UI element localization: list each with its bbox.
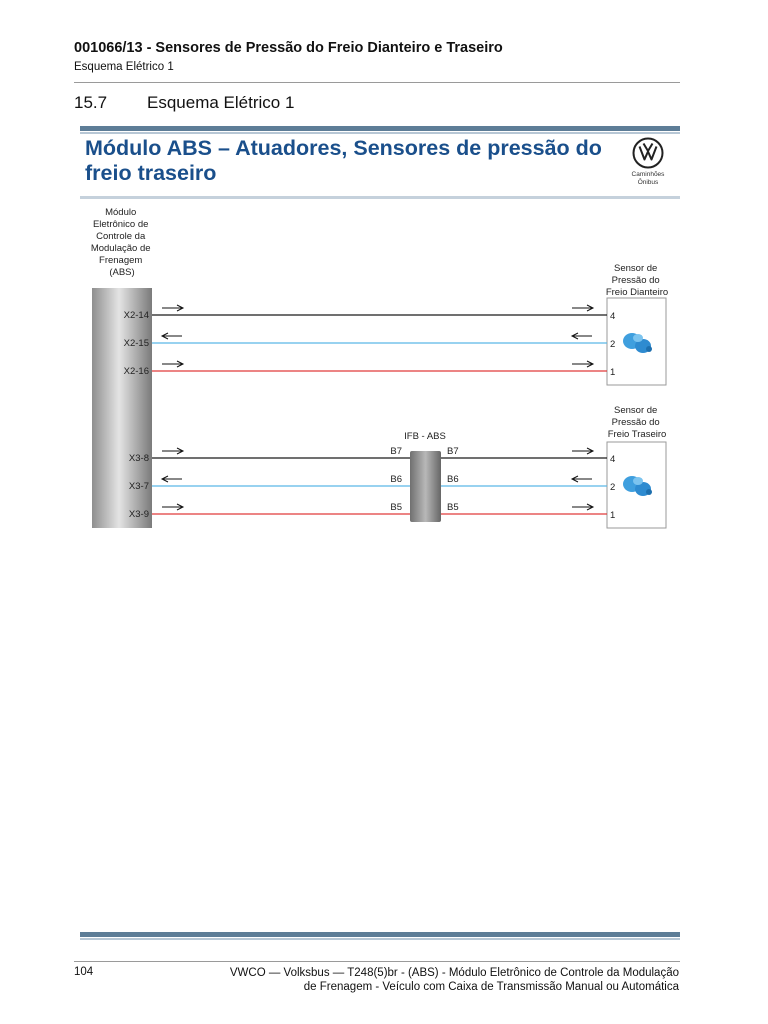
abs-module-bar [92, 288, 152, 528]
front-sensor-pin: 1 [610, 367, 616, 378]
rear-module-pin: X3-7 [128, 481, 149, 492]
ifb-left-pin: B5 [390, 502, 402, 513]
front-module-arrow-icon [162, 333, 182, 339]
rear-sensor-arrow-icon [572, 504, 593, 510]
front-sensor-arrow-icon [572, 361, 593, 367]
front-module-arrow-icon [162, 361, 183, 367]
footer-line2: de Frenagem - Veículo com Caixa de Transmissão Manual ou Automática [303, 981, 679, 993]
section-number: 15.7 [74, 93, 108, 112]
rear-module-pin: X3-9 [128, 509, 149, 520]
front-sensor-pin: 4 [610, 311, 616, 322]
front-sensor-arrow-icon [572, 333, 592, 339]
rear-module-pin: X3-8 [128, 453, 149, 464]
rear-module-arrow-icon [162, 448, 183, 454]
document-title: 001066/13 - Sensores de Pressão do Freio Dianteiro e Traseiro [74, 40, 503, 56]
front-sensor-pin: 2 [610, 339, 616, 350]
rear-sensor-label: Sensor de Pressão do Freio Traseiro [607, 405, 667, 440]
ifb-left-pin: B6 [390, 474, 402, 485]
ifb-right-pin: B7 [447, 446, 459, 457]
page-number: 104 [74, 966, 94, 978]
section-title: Esquema Elétrico 1 [147, 93, 295, 112]
slide-bottom-bar [80, 932, 680, 937]
front-sensor-arrow-icon [572, 305, 593, 311]
ifb-connector-label: IFB - ABS [404, 431, 446, 442]
footer-line1: VWCO — Volksbus — T248(5)br - (ABS) - Módulo Eletrônico de Controle da Modulação [229, 967, 679, 979]
abs-module-label: Módulo Eletrônico de Controle da Modulação de Frenagem (ABS) [90, 207, 151, 278]
ifb-left-pin: B7 [390, 446, 402, 457]
slide-bottom-bar-light [80, 938, 680, 940]
rear-sensor-arrow-icon [572, 448, 593, 454]
front-module-pin: X2-16 [123, 366, 149, 377]
front-module-arrow-icon [162, 305, 183, 311]
footer-divider [74, 961, 680, 962]
rear-sensor-pin: 1 [610, 510, 616, 521]
rear-module-arrow-icon [162, 504, 183, 510]
rear-sensor-pin: 2 [610, 482, 616, 493]
document-subtitle: Esquema Elétrico 1 [74, 61, 174, 73]
front-module-pin: X2-15 [123, 338, 149, 349]
front-module-pin: X2-14 [123, 310, 149, 321]
rear-sensor-arrow-icon [572, 476, 592, 482]
ifb-connector [410, 451, 441, 522]
rear-sensor-pin: 4 [610, 454, 616, 465]
ifb-right-pin: B6 [447, 474, 459, 485]
ifb-right-pin: B5 [447, 502, 459, 513]
logo-caption-line2: Ônibus [637, 179, 659, 186]
front-sensor-label: Sensor de Pressão do Freio Dianteiro [605, 263, 669, 298]
footer-text [159, 966, 679, 994]
slide-title: Módulo ABS – Atuadores, Sensores de pressão do freio traseiro [85, 136, 602, 185]
logo-caption-line1: Caminhões [631, 171, 665, 178]
rear-module-arrow-icon [162, 476, 182, 482]
